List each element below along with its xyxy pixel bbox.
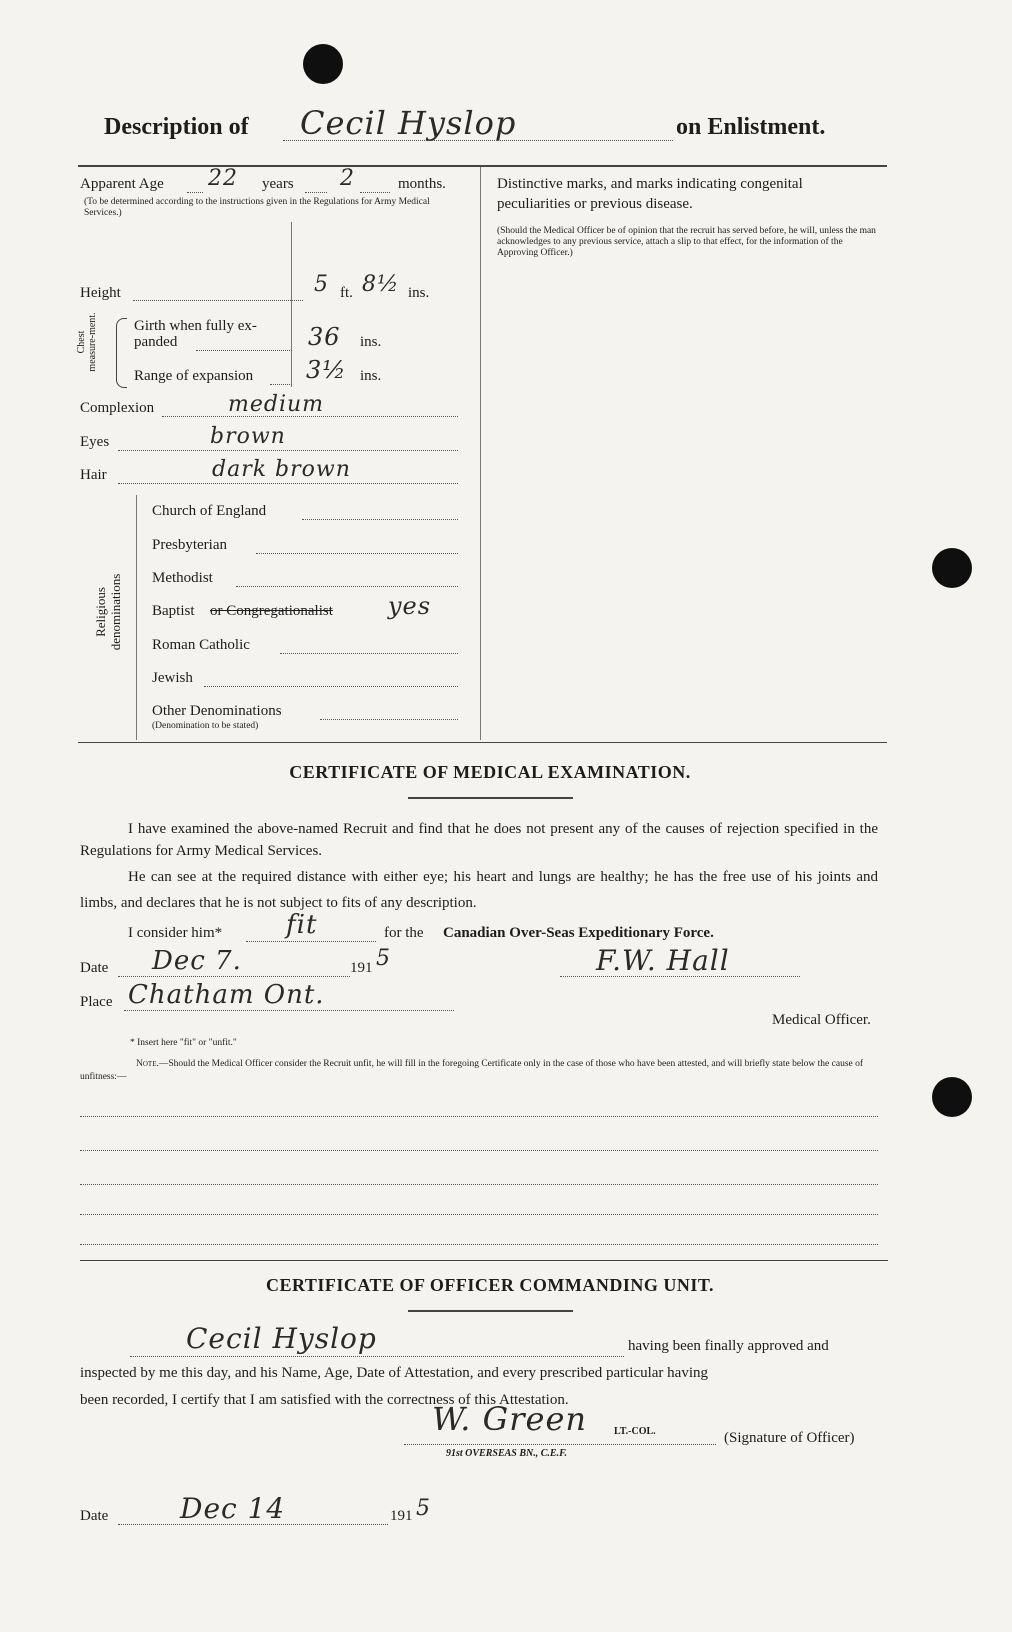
months-dots (360, 192, 390, 193)
medical-officer-label: Medical Officer. (772, 1012, 871, 1028)
religion-label: Religious denominations (93, 573, 123, 651)
measure-divider (291, 222, 292, 387)
ins-label: ins. (408, 285, 430, 301)
medical-year-suffix: 5 (376, 946, 391, 971)
signature-officer-dots (404, 1444, 716, 1445)
age-note: (To be determined according to the instructions given in the Regulations for Army Medical Services.) (84, 197, 430, 218)
signature-dots (560, 976, 800, 977)
years-dots (305, 192, 327, 193)
commanding-year-suffix: 5 (416, 1496, 431, 1521)
stamp-rank: LT.-COL. (614, 1426, 656, 1437)
girth-label-1: Girth when fully ex- (134, 318, 257, 334)
age-years-value: 22 (208, 166, 238, 191)
commanding-text-2: inspected by me this day, and his Name, Age, Date of Attestation, and every prescribed particular having (80, 1365, 709, 1381)
place-dots (124, 1010, 454, 1011)
girth-dots (196, 350, 292, 351)
chest-label: Chest measure-ment. (76, 312, 98, 372)
signature-officer-label: (Signature of Officer) (724, 1430, 855, 1446)
commanding-officer-signature: W. Green (432, 1400, 587, 1438)
medical-date-dots (118, 976, 350, 977)
commanding-name-value: Cecil Hyslop (186, 1322, 377, 1355)
insert-note: * Insert here "fit" or "unfit." (130, 1038, 237, 1048)
medical-title-rule (408, 797, 573, 799)
height-ft-value: 5 (314, 272, 329, 297)
range-unit: ins. (360, 368, 382, 384)
eyes-value: brown (210, 424, 286, 449)
medical-year-prefix: 191 (350, 960, 373, 976)
eyes-dots (118, 450, 458, 451)
commanding-title: CERTIFICATE OF OFFICER COMMANDING UNIT. (265, 1275, 715, 1295)
commanding-text-3: been recorded, I certify that I am satisfied with the correctness of this Attestation. (80, 1392, 569, 1408)
denomination-presbyterian: Presbyterian (152, 537, 227, 553)
commanding-text-1: having been finally approved and (628, 1338, 829, 1354)
punch-hole-right-upper (932, 548, 972, 588)
place-label: Place (80, 994, 113, 1010)
age-label: Apparent Age (80, 176, 164, 192)
medical-para-1: I have examined the above-named Recruit and find that he does not present any of the causes of rejection specified in the Regulations for Army Medical Services. (80, 821, 878, 859)
unfit-line-4 (80, 1214, 878, 1215)
girth-label-2: panded (134, 334, 178, 350)
jewish-dots (204, 686, 458, 687)
unfit-line-5 (80, 1244, 878, 1245)
commanding-title-rule (408, 1310, 573, 1312)
girth-unit: ins. (360, 334, 382, 350)
commanding-name-dots (130, 1356, 624, 1357)
form-bottom-border (78, 742, 887, 743)
denomination-jewish: Jewish (152, 670, 193, 686)
age-dots (187, 192, 203, 193)
complexion-value: medium (228, 392, 325, 417)
punch-hole-right-lower (932, 1077, 972, 1117)
medical-date-value: Dec 7. (152, 946, 242, 976)
commanding-date-label: Date (80, 1508, 109, 1524)
hair-dots (118, 483, 458, 484)
medical-note-head: Note. (136, 1059, 159, 1069)
range-value: 3½ (306, 356, 347, 384)
complexion-label: Complexion (80, 400, 155, 416)
denomination-baptist: Baptist (152, 603, 195, 619)
medical-date-label: Date (80, 960, 109, 976)
denomination-other: Other Denominations (152, 703, 282, 719)
girth-value: 36 (308, 323, 341, 351)
months-label: months. (398, 176, 446, 192)
marks-note: (Should the Medical Officer be of opinion that the recruit has served before, he will, unless the man acknowledges to any previous service, attach a slip to that effect, for the information of the Approving Officer.) (497, 226, 876, 258)
medical-note-text: —Should the Medical Officer consider the Recruit unfit, he will fill in the foregoing Certificate only in the case of those who have been attested, and will briefly state below the cause of unfitness:— (80, 1059, 864, 1082)
age-months-value: 2 (340, 166, 355, 191)
height-dots (133, 300, 303, 301)
height-label: Height (80, 285, 121, 301)
consider-value: fit (286, 910, 318, 940)
place-value: Chatham Ont. (128, 980, 325, 1010)
stamp-unit: 91st OVERSEAS BN., C.E.F. (446, 1448, 567, 1459)
height-in-value: 8½ (362, 272, 400, 297)
medical-officer-signature: F.W. Hall (596, 944, 730, 977)
marks-label-2: peculiarities or previous disease. (497, 196, 693, 212)
presbyterian-dots (256, 553, 458, 554)
religion-divider (136, 495, 137, 740)
medical-para-2: He can see at the required distance with either eye; his heart and lungs are healthy; he has the free use of his joints and limbs, and declares that he is not subject to fits of any description. (80, 869, 878, 911)
other-dots (320, 719, 458, 720)
methodist-dots (236, 586, 458, 587)
eyes-label: Eyes (80, 434, 110, 450)
punch-hole-top (303, 44, 343, 84)
coe-dots (302, 519, 458, 520)
range-label: Range of expansion (134, 368, 254, 384)
commanding-date-value: Dec 14 (180, 1492, 286, 1525)
chest-brace (116, 318, 127, 388)
marks-label-1: Distinctive marks, and marks indicating congenital (497, 176, 803, 192)
force-label-b: Canadian Over-Seas Expeditionary Force. (443, 925, 714, 941)
commanding-year-prefix: 191 (390, 1508, 413, 1524)
ft-label: ft. (340, 285, 353, 301)
medical-title: CERTIFICATE OF MEDICAL EXAMINATION. (289, 762, 691, 782)
unfit-line-1 (80, 1116, 878, 1117)
range-dots (270, 384, 292, 385)
unfit-line-2 (80, 1150, 878, 1151)
hair-value: dark brown (212, 457, 351, 482)
denomination-roman-catholic: Roman Catholic (152, 637, 250, 653)
hair-label: Hair (80, 467, 107, 483)
column-divider (480, 167, 481, 740)
force-label-a: for the (384, 925, 424, 941)
consider-dots (246, 941, 376, 942)
denomination-methodist: Methodist (152, 570, 213, 586)
rc-dots (280, 653, 458, 654)
years-label: years (262, 176, 294, 192)
consider-label: I consider him* (128, 925, 223, 941)
form-top-border (78, 165, 887, 167)
denomination-other-note: (Denomination to be stated) (152, 721, 259, 731)
unfit-line-3 (80, 1184, 878, 1185)
denomination-congregationalist: or Congregationalist (210, 603, 333, 619)
denomination-church-of-england: Church of England (152, 503, 267, 519)
header-dots (283, 140, 673, 141)
section-divider (80, 1260, 888, 1261)
header-suffix: on Enlistment. (676, 114, 826, 140)
medical-note (80, 1058, 880, 1084)
recruit-name: Cecil Hyslop (300, 104, 517, 142)
header-prefix: Description of (104, 114, 249, 140)
baptist-value: yes (388, 592, 432, 620)
